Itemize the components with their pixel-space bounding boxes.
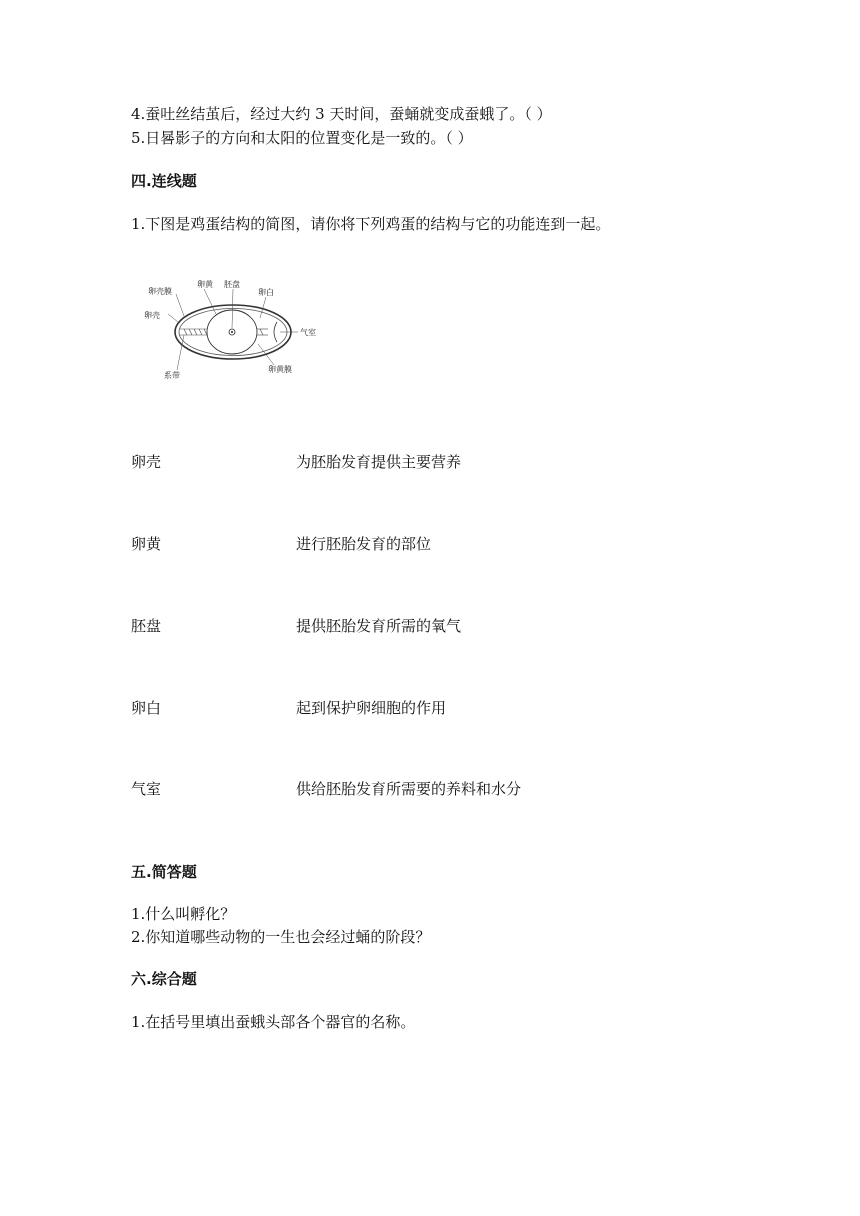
match-left-item-3[interactable]: 胚盘 [131, 617, 162, 635]
short-answer-question-2: 2.你知道哪些动物的一生也会经过蛹的阶段？ [131, 928, 431, 946]
match-left-item-5[interactable]: 气室 [131, 780, 162, 798]
label-albumen: 卵白 [258, 288, 274, 297]
chalaza-shape [180, 329, 207, 335]
match-right-item-4[interactable]: 起到保护卵细胞的作用 [296, 699, 447, 717]
label-shell-membrane: 卵壳膜 [148, 287, 172, 296]
match-right-item-2[interactable]: 进行胚胎发育的部位 [296, 535, 432, 553]
judge-question-4: 4.蚕吐丝结茧后，经过大约 3 天时间，蚕蛹就变成蚕蛾了。（ ） [131, 105, 552, 123]
label-chalaza: 系带 [164, 371, 180, 380]
match-right-item-5[interactable]: 供给胚胎发育所需要的养料和水分 [296, 780, 522, 798]
label-air-cell: 气室 [300, 328, 316, 337]
label-yolk-membrane: 卵黄膜 [268, 365, 292, 374]
match-left-item-2[interactable]: 卵黄 [131, 535, 162, 553]
match-right-item-3[interactable]: 提供胚胎发育所需的氧气 [296, 617, 462, 635]
section-4-heading: 四.连线题 [131, 172, 197, 190]
match-left-item-4[interactable]: 卵白 [131, 699, 162, 717]
judge-question-5: 5.日晷影子的方向和太阳的位置变化是一致的。（ ） [131, 129, 473, 147]
egg-structure-diagram [140, 272, 340, 387]
air-cell-shape [274, 322, 277, 342]
label-germinal-disc: 胚盘 [224, 280, 240, 289]
section-5-heading: 五.简答题 [131, 863, 197, 881]
matching-question-1: 1.下图是鸡蛋结构的简图，请你将下列鸡蛋的结构与它的功能连到一起。 [131, 215, 611, 233]
match-left-item-1[interactable]: 卵壳 [131, 453, 162, 471]
comprehensive-question-1: 1.在括号里填出蚕蛾头部各个器官的名称。 [131, 1013, 416, 1031]
label-shell: 卵壳 [144, 311, 160, 320]
section-6-heading: 六.综合题 [131, 970, 197, 988]
label-yolk: 卵黄 [197, 280, 213, 289]
match-right-item-1[interactable]: 为胚胎发育提供主要营养 [296, 453, 462, 471]
short-answer-question-1: 1.什么叫孵化？ [131, 905, 236, 923]
